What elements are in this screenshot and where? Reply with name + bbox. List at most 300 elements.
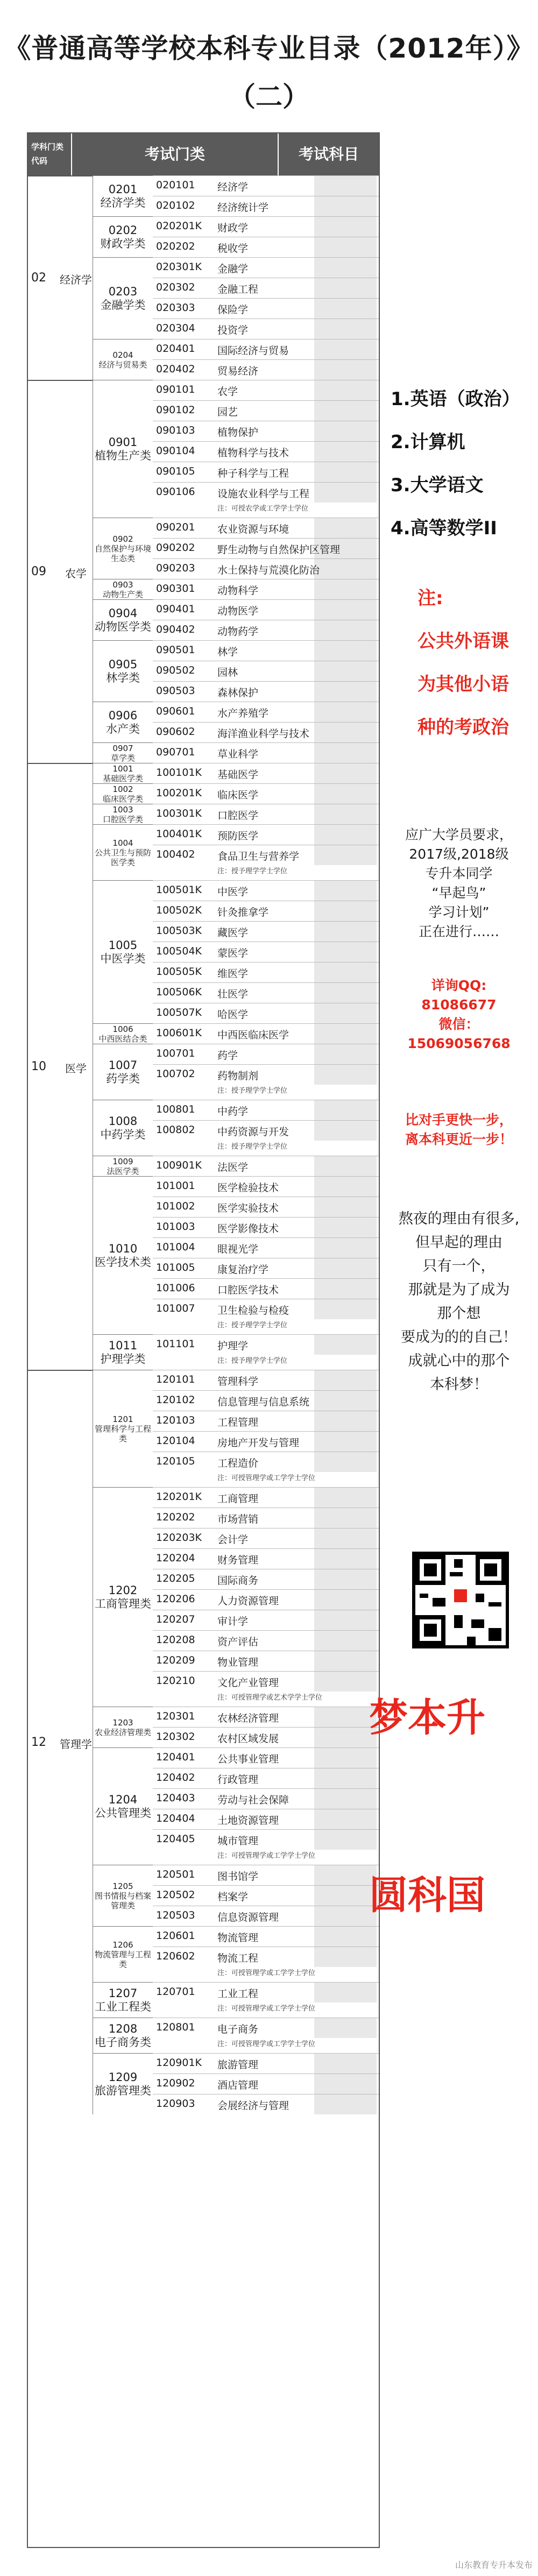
major-name: 旅游管理 [217, 2059, 259, 2071]
exam-cell [314, 641, 377, 661]
table-row [153, 1747, 379, 1768]
major-code: 120207 [156, 1613, 195, 1625]
group-code: 1010 [108, 1242, 138, 1255]
exam-cell [314, 1238, 377, 1258]
exam-cell [314, 278, 377, 298]
category-name: 经济学 [60, 273, 92, 286]
exam-cell [314, 579, 377, 599]
major-code: 120105 [156, 1455, 195, 1467]
group-name: 医学技术类 [95, 1255, 151, 1269]
major-name: 野生动物与自然保护区管理 [217, 544, 341, 556]
note-line-3: 种的考政治 [417, 717, 509, 738]
exam-cell [314, 845, 377, 865]
table-row [153, 722, 379, 742]
major-code: 020304 [156, 322, 195, 334]
reason-line-3: 只有一个， [422, 1258, 495, 1275]
major-code: 120103 [156, 1414, 195, 1426]
exam-cell [314, 1809, 377, 1829]
group-name: 经济学类 [100, 196, 146, 209]
group-name: 植物生产类 [95, 449, 151, 462]
exam-cell [314, 763, 377, 783]
major-name: 会展经济与管理 [217, 2100, 289, 2112]
major-name: 口腔医学 [217, 810, 259, 822]
table-row [153, 1885, 379, 1906]
major-name: 预防医学 [217, 830, 259, 842]
qq-number: 81086677 [421, 997, 497, 1013]
group-name: 农业经济管理类 [94, 1727, 151, 1737]
major-code: 100802 [156, 1124, 195, 1136]
major-code: 100701 [156, 1048, 195, 1059]
table-row [153, 880, 379, 901]
major-name: 保险学 [217, 304, 249, 316]
exam-cell [314, 825, 377, 845]
group-0202 [93, 216, 153, 257]
exam-cell [314, 1370, 377, 1390]
category-12 [28, 1370, 93, 2114]
promo-line-2: 2017级,2018级 [409, 846, 509, 862]
group-code: 0905 [108, 657, 138, 671]
group-code: 1002 [112, 784, 133, 794]
table-row [153, 1947, 379, 1967]
table-row [153, 558, 379, 579]
group-name: 电子商务类 [95, 2035, 151, 2049]
major-code: 120102 [156, 1394, 195, 1406]
major-code: 120701 [156, 1986, 195, 1998]
slogan-block [380, 1110, 538, 1149]
reason-line-2: 但早起的理由 [415, 1234, 502, 1251]
major-name: 种子科学与工程 [217, 468, 289, 479]
exam-cell [314, 1391, 377, 1411]
group-name: 中药学类 [100, 1128, 146, 1141]
group-code: 1206 [112, 1940, 133, 1950]
category-code: 10 [31, 1060, 46, 1073]
table-row [153, 681, 379, 702]
group-name: 管理科学与工程类 [94, 1424, 151, 1443]
group-code: 0907 [112, 743, 133, 753]
major-name: 口腔医学技术 [217, 1284, 279, 1296]
promo-text [380, 825, 538, 942]
group-1001 [93, 763, 153, 783]
group-code: 1201 [112, 1414, 133, 1424]
table-row [153, 1727, 379, 1747]
major-code: 120403 [156, 1792, 195, 1804]
major-name: 园林 [217, 667, 238, 678]
qq-label: 详询QQ: [431, 978, 487, 993]
group-1204 [93, 1747, 153, 1865]
table-row [153, 1610, 379, 1630]
exam-cell [314, 1748, 377, 1768]
table-row [153, 1508, 379, 1528]
group-code: 1205 [112, 1881, 133, 1891]
category-name: 医学 [65, 1062, 87, 1075]
title-line-1: 《普通高等学校本科专业目录（2012年）》 [4, 33, 534, 64]
major-code: 120208 [156, 1634, 195, 1646]
major-code: 120210 [156, 1675, 195, 1687]
major-code: 120404 [156, 1813, 195, 1824]
exam-cell [314, 217, 377, 237]
exam-cell [314, 1258, 377, 1278]
major-name: 物流管理 [217, 1932, 259, 1944]
exam-cell [314, 600, 377, 620]
exam-cell [314, 661, 377, 681]
major-name: 临床医学 [217, 789, 259, 801]
exam-cell [314, 1590, 377, 1610]
group-note: 注：授予理学学士学位 [217, 1321, 288, 1329]
category-code: 02 [31, 271, 46, 285]
exam-cell [314, 901, 377, 921]
major-code: 020101 [156, 179, 195, 191]
group-code: 1009 [112, 1156, 133, 1166]
group-code: 0201 [108, 182, 138, 196]
table-row [153, 175, 379, 196]
major-name: 植物保护 [217, 427, 259, 438]
exam-cell [314, 380, 377, 400]
major-code: 120301 [156, 1710, 195, 1722]
group-1207 [93, 1982, 153, 2018]
table-row [153, 1431, 379, 1452]
major-code: 100402 [156, 848, 195, 860]
group-1203 [93, 1707, 153, 1747]
group-name: 自然保护与环境生态类 [94, 543, 151, 563]
header-category-code: 学科门类代码 [28, 133, 71, 175]
major-code: 100501K [156, 884, 202, 896]
major-code: 100401K [156, 828, 202, 840]
major-code: 100502K [156, 904, 202, 916]
slogan-line-2: 离本科更近一步！ [405, 1131, 513, 1147]
major-name: 农业资源与环境 [217, 523, 289, 535]
major-name: 水土保持与荒漠化防治 [217, 564, 320, 576]
major-name: 中药学 [217, 1106, 249, 1117]
exam-cell [314, 723, 377, 742]
major-name: 设施农业科学与工程 [217, 488, 310, 500]
group-1009 [93, 1156, 153, 1176]
major-code: 120202 [156, 1511, 195, 1523]
group-name: 基础医学类 [102, 773, 143, 783]
major-name: 维医学 [217, 968, 249, 980]
table-row [153, 2094, 379, 2114]
group-note: 注：可授管理学或工学学士学位 [217, 1474, 316, 1482]
exam-cell [314, 1549, 377, 1569]
exam-cell [314, 942, 377, 962]
major-name: 投资学 [217, 324, 249, 336]
table-row [153, 1156, 379, 1176]
group-0904 [93, 599, 153, 640]
table-row [153, 1528, 379, 1548]
major-code: 120206 [156, 1593, 195, 1605]
group-note: 注：授予理学学士学位 [217, 867, 288, 875]
major-name: 国际商务 [217, 1575, 259, 1587]
table-row [153, 298, 379, 319]
major-name: 会计学 [217, 1534, 249, 1546]
exam-cell [314, 237, 377, 257]
group-name: 工商管理类 [95, 1597, 151, 1610]
table-row [153, 1651, 379, 1671]
major-name: 食品卫生与营养学 [217, 851, 300, 862]
table-row [153, 1390, 379, 1411]
exam-cell [314, 1197, 377, 1217]
table-row [153, 1299, 379, 1319]
table-row [153, 538, 379, 558]
subject-4: 4.高等数学II [391, 518, 497, 539]
group-note: 注：可授管理学或工学学士学位 [217, 2005, 316, 2013]
header-exam-subjects: 考试科目 [278, 133, 379, 175]
major-code: 090501 [156, 644, 195, 656]
table-row [153, 1197, 379, 1217]
major-code: 120201K [156, 1491, 202, 1503]
major-code: 090101 [156, 384, 195, 395]
subject-1: 1.英语（政治） [391, 388, 520, 410]
exam-cell [314, 1569, 377, 1589]
group-name: 中医学类 [100, 952, 146, 965]
promo-line-6: 正在进行…… [418, 924, 499, 939]
slogan-line-1: 比对手更快一步， [405, 1112, 513, 1128]
note-line-1: 公共外语课 [417, 631, 509, 652]
major-name: 卫生检验与检疫 [217, 1305, 289, 1317]
group-code: 0903 [112, 579, 133, 590]
exam-cell [314, 702, 377, 722]
group-code: 1006 [112, 1024, 133, 1034]
major-name: 人力资源管理 [217, 1595, 279, 1607]
major-name: 农学 [217, 386, 238, 398]
major-code: 120401 [156, 1751, 195, 1763]
table-row [153, 1334, 379, 1355]
major-code: 090106 [156, 486, 195, 498]
category-name: 农学 [65, 567, 87, 580]
major-code: 020402 [156, 363, 195, 375]
exam-cell [314, 1947, 377, 1967]
major-name: 园艺 [217, 406, 238, 418]
category-09 [28, 380, 93, 763]
exam-cell [314, 1672, 377, 1692]
table-row [153, 1411, 379, 1431]
major-code: 100506K [156, 986, 202, 998]
exam-cell [314, 1528, 377, 1548]
exam-cell [314, 1432, 377, 1452]
exam-cell [314, 1121, 377, 1141]
exam-cell [314, 1218, 377, 1237]
group-name: 药学类 [106, 1072, 140, 1085]
major-code: 101005 [156, 1262, 195, 1273]
table-row [153, 845, 379, 865]
group-note: 注：授予理学学士学位 [217, 1087, 288, 1095]
major-code: 090105 [156, 465, 195, 477]
table-row [153, 518, 379, 538]
major-name: 图书馆学 [217, 1871, 259, 1883]
major-code: 020102 [156, 200, 195, 211]
major-code: 120501 [156, 1869, 195, 1880]
group-name: 口腔医学类 [102, 814, 143, 824]
group-note: 注：可授农学或工学学士学位 [217, 505, 309, 513]
major-name: 海洋渔业科学与技术 [217, 728, 310, 740]
exam-cell [314, 2054, 377, 2073]
major-code: 020301K [156, 261, 202, 273]
group-name: 工业工程类 [95, 2000, 151, 2013]
group-code: 1208 [108, 2022, 138, 2035]
exam-cell [314, 258, 377, 278]
exam-cell [314, 1983, 377, 2002]
exam-cell [314, 176, 377, 196]
exam-cell [314, 983, 377, 1003]
major-name: 眼视光学 [217, 1243, 259, 1255]
group-1007 [93, 1044, 153, 1100]
group-1003 [93, 804, 153, 824]
slogan-big-2: 国科圆 [363, 1874, 485, 1913]
exam-cell [314, 559, 377, 579]
exam-cell [314, 1768, 377, 1788]
group-0907 [93, 742, 153, 763]
exam-cell [314, 1411, 377, 1431]
group-1205 [93, 1865, 153, 1926]
major-code: 090202 [156, 542, 195, 554]
major-name: 药物制剂 [217, 1070, 259, 1082]
major-code: 020201K [156, 220, 202, 232]
major-name: 酒店管理 [217, 2079, 259, 2091]
exam-cell [314, 1452, 377, 1472]
major-name: 动物药学 [217, 626, 259, 638]
group-1002 [93, 783, 153, 804]
table-row [153, 1788, 379, 1809]
major-name: 工程管理 [217, 1417, 259, 1428]
table-row [153, 1982, 379, 2002]
table-row [153, 400, 379, 421]
major-code: 090401 [156, 603, 195, 615]
group-code: 1011 [108, 1339, 138, 1352]
table-row [153, 1829, 379, 1850]
major-name: 壮医学 [217, 988, 249, 1000]
major-name: 中西医临床医学 [217, 1029, 289, 1041]
major-name: 管理科学 [217, 1376, 259, 1388]
major-name: 蒙医学 [217, 947, 249, 959]
group-code: 1008 [108, 1114, 138, 1128]
exam-cell [314, 922, 377, 942]
major-code: 101003 [156, 1221, 195, 1233]
table-row [153, 901, 379, 921]
exam-cell [314, 339, 377, 359]
promo-line-4: “早起鸟” [431, 885, 486, 901]
major-code: 100201K [156, 787, 202, 799]
table-row [153, 482, 379, 503]
group-name: 动物生产类 [102, 589, 143, 599]
exam-cell [314, 360, 377, 380]
major-name: 审计学 [217, 1616, 249, 1627]
promo-line-3: 专升本同学 [425, 866, 493, 881]
group-note: 注：可授管理学或艺术学学士学位 [217, 1694, 323, 1702]
table-row [153, 1630, 379, 1651]
major-name: 房地产开发与管理 [217, 1437, 300, 1449]
table-row [153, 942, 379, 962]
table-row [153, 2073, 379, 2094]
group-note: 注：可授管理学或工学学士学位 [217, 1969, 316, 1977]
exam-cell [314, 483, 377, 503]
major-name: 国际经济与贸易 [217, 345, 289, 357]
group-note: 注：可授管理学或工学学士学位 [217, 2040, 316, 2048]
group-name: 财政学类 [100, 237, 146, 250]
major-code: 120601 [156, 1930, 195, 1942]
major-name: 信息资源管理 [217, 1912, 279, 1923]
table-row [153, 742, 379, 763]
major-code: 090104 [156, 445, 195, 457]
major-name: 法医学 [217, 1162, 249, 1173]
exam-cell [314, 1003, 377, 1023]
major-name: 植物科学与技术 [217, 447, 289, 459]
promo-line-5: 学习计划” [428, 904, 490, 920]
major-name: 税收学 [217, 243, 249, 254]
major-code: 090503 [156, 685, 195, 697]
table-row [153, 441, 379, 462]
group-code: 1204 [108, 1793, 138, 1806]
table-row [153, 1064, 379, 1085]
table-row [153, 1176, 379, 1197]
table-row [153, 1768, 379, 1788]
table-row [153, 1100, 379, 1120]
exam-cell [314, 620, 377, 640]
table-row [153, 1865, 379, 1885]
major-code: 090103 [156, 424, 195, 436]
major-code: 100901K [156, 1159, 202, 1171]
major-name: 中医学 [217, 886, 249, 898]
table-row [153, 824, 379, 845]
table-row [153, 2053, 379, 2073]
reason-line-7: 成就心中的那个 [408, 1353, 510, 1369]
watermark: 山东教育专升本发布 [455, 2560, 533, 2570]
header-exam-category: 考试门类 [71, 133, 278, 175]
exam-cell [314, 1631, 377, 1651]
table-row [153, 1003, 379, 1023]
exam-cell [314, 1927, 377, 1947]
major-name: 市场营销 [217, 1513, 259, 1525]
table-row [153, 1237, 379, 1258]
group-code: 0203 [108, 285, 138, 298]
major-code: 090602 [156, 726, 195, 738]
major-code: 120901K [156, 2057, 202, 2069]
table-row [153, 1452, 379, 1472]
group-1208 [93, 2018, 153, 2053]
contact-block [380, 976, 538, 1053]
group-1201 [93, 1370, 153, 1487]
major-name: 劳动与社会保障 [217, 1794, 289, 1806]
table-row [153, 339, 379, 359]
table-row [153, 1258, 379, 1278]
major-name: 土地资源管理 [217, 1815, 279, 1827]
group-name: 水产类 [106, 722, 140, 735]
table-row [153, 1707, 379, 1727]
major-name: 哈医学 [217, 1009, 249, 1021]
group-name: 临床医学类 [102, 794, 143, 804]
group-1008 [93, 1100, 153, 1156]
exam-cell [314, 442, 377, 462]
exam-cell [314, 1299, 377, 1319]
major-code: 020302 [156, 281, 195, 293]
wechat-number: 15069056768 [407, 1036, 511, 1051]
exam-cell [314, 2094, 377, 2114]
group-code: 1202 [108, 1583, 138, 1597]
group-code: 1004 [112, 838, 133, 848]
group-code: 0202 [108, 223, 138, 237]
major-name: 经济统计学 [217, 202, 269, 214]
major-name: 工商管理 [217, 1493, 259, 1505]
major-code: 120903 [156, 2098, 195, 2110]
major-code: 120101 [156, 1374, 195, 1385]
major-code: 090402 [156, 624, 195, 635]
group-0905 [93, 640, 153, 702]
major-code: 120402 [156, 1772, 195, 1784]
major-name: 财务管理 [217, 1554, 259, 1566]
title-line-2: （二） [229, 81, 309, 112]
group-name: 护理学类 [100, 1352, 146, 1365]
group-name: 公共卫生与预防医学类 [94, 847, 151, 867]
table-row [153, 763, 379, 783]
major-name: 物流工程 [217, 1952, 259, 1964]
